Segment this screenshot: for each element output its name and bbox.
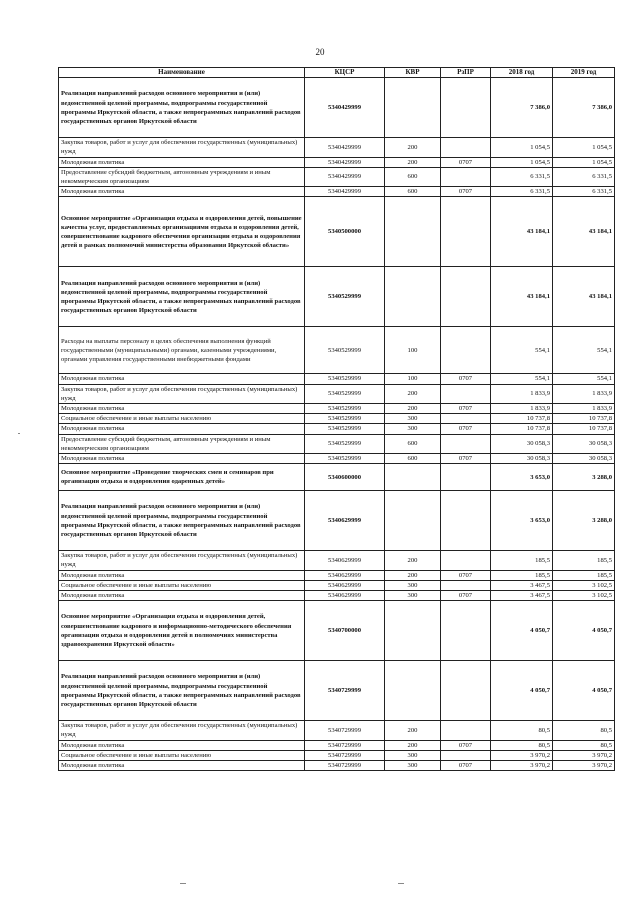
row-2018-cell: 6 331,5	[491, 187, 553, 197]
row-2019-cell: 30 058,3	[553, 434, 615, 453]
row-2018-cell: 10 737,8	[491, 424, 553, 434]
row-kcsr-cell: 5340729999	[305, 740, 385, 750]
row-2019-cell: 1 833,9	[553, 404, 615, 414]
row-2018-cell: 7 386,0	[491, 78, 553, 138]
row-rzpr-cell: 0707	[441, 761, 491, 771]
row-name-cell: Предоставление субсидий бюджетным, автономным учреждениям и иным некоммерческим организациям	[59, 434, 305, 453]
row-name-cell: Молодежная политика	[59, 761, 305, 771]
row-2019-cell: 30 058,3	[553, 454, 615, 464]
row-kvr-cell: 600	[385, 454, 441, 464]
table-header-row	[59, 68, 615, 78]
row-name-cell: Реализация направлений расходов основного мероприятия и (или) ведомственной целевой программы, подпрограммы государственной программы Иркутской области, а также непрограммных направлений расходов государственных органов Иркутской области	[59, 78, 305, 138]
row-name-cell: Молодежная политика	[59, 187, 305, 197]
row-kvr-cell: 200	[385, 740, 441, 750]
column-header-rzpr: РзПР	[441, 68, 491, 78]
row-name-cell: Молодежная политика	[59, 570, 305, 580]
row-2018-cell: 43 184,1	[491, 267, 553, 327]
table-row	[59, 187, 615, 197]
row-2019-cell: 185,5	[553, 570, 615, 580]
row-kcsr-cell: 5340429999	[305, 78, 385, 138]
table-row	[59, 570, 615, 580]
row-name-cell: Предоставление субсидий бюджетным, автономным учреждениям и иным некоммерческим организациям	[59, 167, 305, 186]
row-name-cell: Молодежная политика	[59, 374, 305, 384]
row-2018-cell: 3 970,2	[491, 761, 553, 771]
row-kvr-cell	[385, 464, 441, 491]
row-name-cell: Молодежная политика	[59, 404, 305, 414]
row-rzpr-cell: 0707	[441, 570, 491, 580]
table-row	[59, 374, 615, 384]
row-rzpr-cell: 0707	[441, 424, 491, 434]
row-kcsr-cell: 5340429999	[305, 187, 385, 197]
row-name-cell: Основное мероприятие «Проведение творческих смен и семинаров при организации отдыха и оздоровления одаренных детей»	[59, 464, 305, 491]
row-kvr-cell	[385, 661, 441, 721]
row-name-cell: Закупка товаров, работ и услуг для обеспечения государственных (муниципальных) нужд	[59, 721, 305, 740]
row-kvr-cell: 300	[385, 580, 441, 590]
row-kvr-cell: 200	[385, 138, 441, 157]
row-kvr-cell	[385, 491, 441, 551]
row-2019-cell: 43 184,1	[553, 197, 615, 267]
table-row	[59, 464, 615, 491]
scan-mark	[398, 883, 404, 884]
row-2018-cell: 3 653,0	[491, 464, 553, 491]
row-2018-cell: 10 737,8	[491, 414, 553, 424]
row-name-cell: Молодежная политика	[59, 157, 305, 167]
table-row	[59, 327, 615, 374]
table-row	[59, 78, 615, 138]
row-rzpr-cell	[441, 327, 491, 374]
row-rzpr-cell	[441, 167, 491, 186]
row-2018-cell: 80,5	[491, 740, 553, 750]
table-row	[59, 424, 615, 434]
row-2018-cell: 3 467,5	[491, 591, 553, 601]
row-kvr-cell: 300	[385, 761, 441, 771]
row-2019-cell: 185,5	[553, 551, 615, 570]
row-kcsr-cell: 5340429999	[305, 167, 385, 186]
row-rzpr-cell	[441, 414, 491, 424]
row-2018-cell: 554,1	[491, 374, 553, 384]
row-rzpr-cell	[441, 601, 491, 661]
table-row	[59, 404, 615, 414]
table-row	[59, 454, 615, 464]
row-kvr-cell	[385, 197, 441, 267]
row-2019-cell: 1 833,9	[553, 384, 615, 403]
row-name-cell: Реализация направлений расходов основного мероприятия и (или) ведомственной целевой программы, подпрограммы государственной программы Иркутской области, а также непрограммных направлений расходов государственных органов Иркутской области	[59, 267, 305, 327]
row-2018-cell: 3 467,5	[491, 580, 553, 590]
row-2018-cell: 3 653,0	[491, 491, 553, 551]
row-kvr-cell	[385, 267, 441, 327]
row-2019-cell: 554,1	[553, 327, 615, 374]
row-kcsr-cell: 5340529999	[305, 374, 385, 384]
row-name-cell: Основное мероприятие «Организация отдыха и оздоровления детей, повышение качества услуг, предоставляемых организациями отдыха и оздоровления детей, совершенствование кадрового обеспечения организации отдыха и оздоровления детей в рамках полномочий министерства образования Иркутской области»	[59, 197, 305, 267]
table-row	[59, 721, 615, 740]
row-name-cell: Расходы на выплаты персоналу в целях обеспечения выполнения функций государственными (муниципальными) органами, казенными учреждениями, органами управления государственными внебюджетными фондами	[59, 327, 305, 374]
row-rzpr-cell: 0707	[441, 454, 491, 464]
row-rzpr-cell	[441, 464, 491, 491]
page-number: 20	[315, 47, 325, 57]
row-kcsr-cell: 5340629999	[305, 491, 385, 551]
row-kcsr-cell: 5340529999	[305, 414, 385, 424]
row-rzpr-cell: 0707	[441, 374, 491, 384]
row-2019-cell: 7 386,0	[553, 78, 615, 138]
row-2019-cell: 3 970,2	[553, 761, 615, 771]
row-kvr-cell: 200	[385, 721, 441, 740]
row-2018-cell: 30 058,3	[491, 454, 553, 464]
row-rzpr-cell	[441, 267, 491, 327]
row-kvr-cell: 200	[385, 404, 441, 414]
row-2019-cell: 10 737,8	[553, 414, 615, 424]
row-rzpr-cell	[441, 138, 491, 157]
row-kcsr-cell: 5340500000	[305, 197, 385, 267]
table-row	[59, 750, 615, 760]
table-row	[59, 197, 615, 267]
table-row	[59, 591, 615, 601]
table-row	[59, 491, 615, 551]
row-name-cell: Основное мероприятие «Организация отдыха и оздоровления детей, совершенствование кадрового и информационно-методического обеспечения организации отдыха и оздоровления детей в полномочиях министерства здравоохранения Иркутской области»	[59, 601, 305, 661]
row-kcsr-cell: 5340600000	[305, 464, 385, 491]
row-kvr-cell: 300	[385, 591, 441, 601]
row-2019-cell: 3 288,0	[553, 464, 615, 491]
row-2018-cell: 4 050,7	[491, 601, 553, 661]
row-rzpr-cell: 0707	[441, 740, 491, 750]
row-name-cell: Молодежная политика	[59, 424, 305, 434]
row-rzpr-cell: 0707	[441, 157, 491, 167]
row-2018-cell: 6 331,5	[491, 167, 553, 186]
table-row	[59, 138, 615, 157]
row-2018-cell: 1 833,9	[491, 384, 553, 403]
scan-mark	[18, 433, 20, 434]
scan-mark	[180, 883, 186, 884]
row-2019-cell: 43 184,1	[553, 267, 615, 327]
row-name-cell: Молодежная политика	[59, 591, 305, 601]
row-kcsr-cell: 5340629999	[305, 580, 385, 590]
row-rzpr-cell	[441, 197, 491, 267]
row-name-cell: Закупка товаров, работ и услуг для обеспечения государственных (муниципальных) нужд	[59, 138, 305, 157]
row-2019-cell: 4 050,7	[553, 601, 615, 661]
row-name-cell: Социальное обеспечение и иные выплаты населению	[59, 750, 305, 760]
table-row	[59, 761, 615, 771]
row-2018-cell: 185,5	[491, 551, 553, 570]
row-2018-cell: 1 054,5	[491, 138, 553, 157]
row-kvr-cell: 300	[385, 414, 441, 424]
row-2019-cell: 3 970,2	[553, 750, 615, 760]
row-kvr-cell	[385, 78, 441, 138]
table-row	[59, 580, 615, 590]
row-kcsr-cell: 5340629999	[305, 591, 385, 601]
row-2019-cell: 3 288,0	[553, 491, 615, 551]
row-rzpr-cell	[441, 721, 491, 740]
row-2019-cell: 3 102,5	[553, 591, 615, 601]
table-row	[59, 167, 615, 186]
row-2019-cell: 4 050,7	[553, 661, 615, 721]
row-name-cell: Закупка товаров, работ и услуг для обеспечения государственных (муниципальных) нужд	[59, 384, 305, 403]
row-2018-cell: 1 054,5	[491, 157, 553, 167]
row-kcsr-cell: 5340729999	[305, 761, 385, 771]
row-kvr-cell: 100	[385, 327, 441, 374]
row-2019-cell: 3 102,5	[553, 580, 615, 590]
row-2018-cell: 30 058,3	[491, 434, 553, 453]
row-rzpr-cell	[441, 580, 491, 590]
row-kcsr-cell: 5340629999	[305, 570, 385, 580]
row-2019-cell: 6 331,5	[553, 187, 615, 197]
row-kcsr-cell: 5340529999	[305, 454, 385, 464]
row-name-cell: Реализация направлений расходов основного мероприятия и (или) ведомственной целевой программы, подпрограммы государственной программы Иркутской области, а также непрограммных направлений расходов государственных органов Иркутской области	[59, 661, 305, 721]
column-header-2019: 2019 год	[553, 68, 615, 78]
row-rzpr-cell: 0707	[441, 404, 491, 414]
row-rzpr-cell	[441, 750, 491, 760]
row-2019-cell: 554,1	[553, 374, 615, 384]
row-kvr-cell: 600	[385, 167, 441, 186]
row-rzpr-cell	[441, 551, 491, 570]
row-2018-cell: 554,1	[491, 327, 553, 374]
row-2019-cell: 6 331,5	[553, 167, 615, 186]
row-2019-cell: 80,5	[553, 721, 615, 740]
row-kvr-cell: 200	[385, 157, 441, 167]
row-2019-cell: 1 054,5	[553, 138, 615, 157]
row-kcsr-cell: 5340729999	[305, 721, 385, 740]
table-row	[59, 551, 615, 570]
row-rzpr-cell	[441, 661, 491, 721]
budget-table	[58, 67, 615, 771]
row-2019-cell: 1 054,5	[553, 157, 615, 167]
row-name-cell: Закупка товаров, работ и услуг для обеспечения государственных (муниципальных) нужд	[59, 551, 305, 570]
row-kvr-cell: 600	[385, 434, 441, 453]
table-row	[59, 267, 615, 327]
row-kvr-cell: 600	[385, 187, 441, 197]
row-kvr-cell: 300	[385, 424, 441, 434]
row-kcsr-cell: 5340729999	[305, 750, 385, 760]
table-row	[59, 740, 615, 750]
table-row	[59, 601, 615, 661]
row-2019-cell: 80,5	[553, 740, 615, 750]
row-kcsr-cell: 5340729999	[305, 661, 385, 721]
row-name-cell: Социальное обеспечение и иные выплаты населению	[59, 580, 305, 590]
row-2018-cell: 3 970,2	[491, 750, 553, 760]
row-2018-cell: 80,5	[491, 721, 553, 740]
row-kcsr-cell: 5340629999	[305, 551, 385, 570]
row-kcsr-cell: 5340529999	[305, 327, 385, 374]
row-rzpr-cell	[441, 78, 491, 138]
row-2018-cell: 185,5	[491, 570, 553, 580]
row-2018-cell: 43 184,1	[491, 197, 553, 267]
column-header-kvr: КВР	[385, 68, 441, 78]
table-row	[59, 414, 615, 424]
row-kcsr-cell: 5340429999	[305, 157, 385, 167]
column-header-name: Наименование	[59, 68, 305, 78]
table-body	[59, 78, 615, 771]
row-kvr-cell: 100	[385, 374, 441, 384]
row-kcsr-cell: 5340529999	[305, 424, 385, 434]
row-kcsr-cell: 5340429999	[305, 138, 385, 157]
table-row	[59, 384, 615, 403]
row-name-cell: Молодежная политика	[59, 454, 305, 464]
row-kvr-cell: 200	[385, 570, 441, 580]
column-header-kcsr: КЦСР	[305, 68, 385, 78]
table-row	[59, 157, 615, 167]
row-name-cell: Молодежная политика	[59, 740, 305, 750]
row-rzpr-cell	[441, 491, 491, 551]
row-kcsr-cell: 5340700000	[305, 601, 385, 661]
row-kvr-cell: 200	[385, 551, 441, 570]
row-kvr-cell: 200	[385, 384, 441, 403]
row-rzpr-cell	[441, 434, 491, 453]
row-name-cell: Реализация направлений расходов основного мероприятия и (или) ведомственной целевой программы, подпрограммы государственной программы Иркутской области, а также непрограммных направлений расходов государственных органов Иркутской области	[59, 491, 305, 551]
row-rzpr-cell: 0707	[441, 187, 491, 197]
row-2019-cell: 10 737,8	[553, 424, 615, 434]
row-kcsr-cell: 5340529999	[305, 434, 385, 453]
row-rzpr-cell	[441, 384, 491, 403]
row-name-cell: Социальное обеспечение и иные выплаты населению	[59, 414, 305, 424]
row-2018-cell: 4 050,7	[491, 661, 553, 721]
column-header-2018: 2018 год	[491, 68, 553, 78]
row-kcsr-cell: 5340529999	[305, 267, 385, 327]
row-rzpr-cell: 0707	[441, 591, 491, 601]
table-row	[59, 661, 615, 721]
row-kvr-cell	[385, 601, 441, 661]
row-kcsr-cell: 5340529999	[305, 384, 385, 403]
row-kvr-cell: 300	[385, 750, 441, 760]
row-2018-cell: 1 833,9	[491, 404, 553, 414]
row-kcsr-cell: 5340529999	[305, 404, 385, 414]
table-row	[59, 434, 615, 453]
